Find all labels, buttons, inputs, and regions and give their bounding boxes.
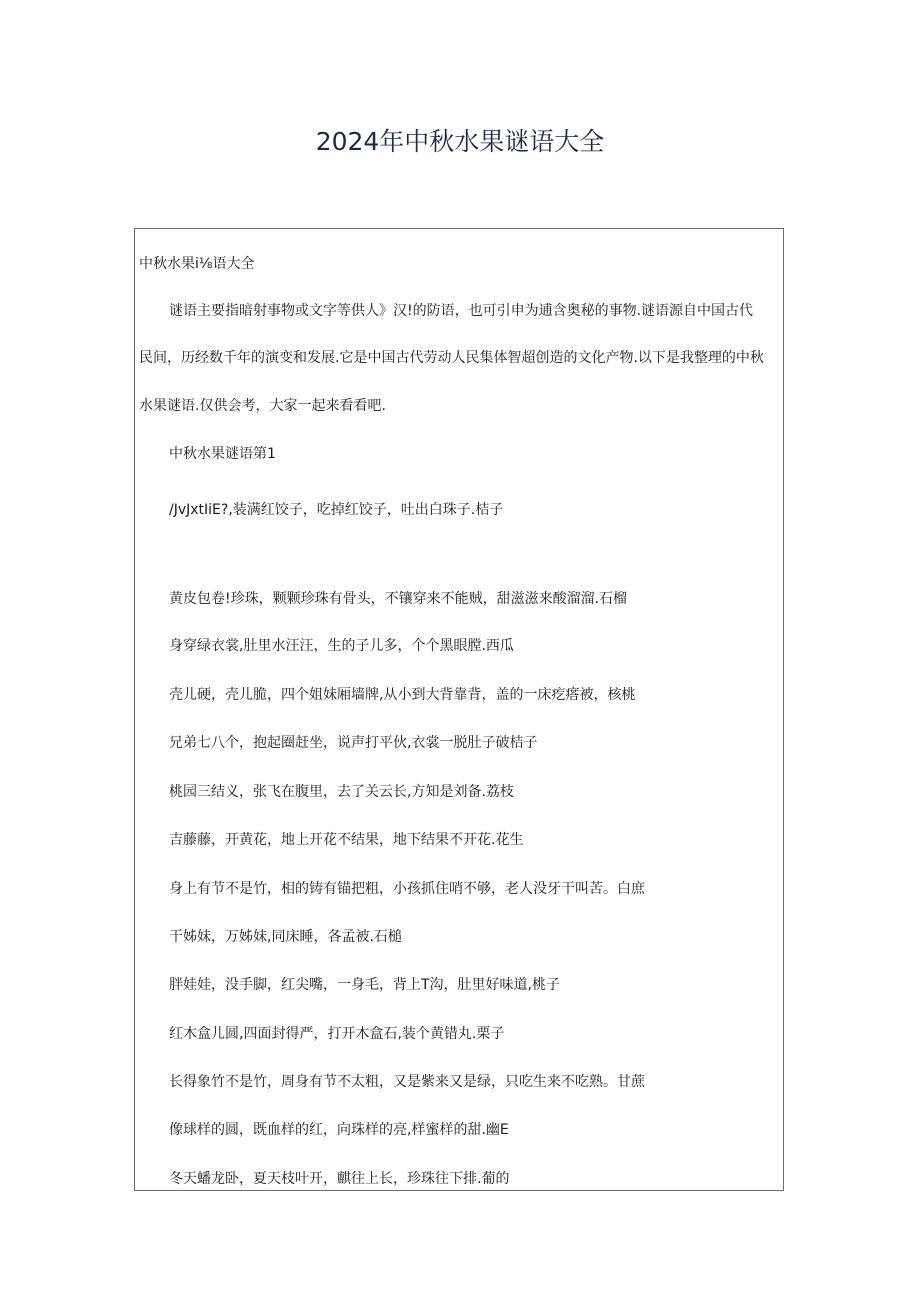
riddle-line: 长得象竹不是竹，周身有节不太粗，又是紫来又是绿，只吃生来不吃熟。甘蔗	[169, 1074, 645, 1090]
riddle-line: 身穿绿衣裳,肚里水汪汪，生的子儿多，个个黑眼膛.西瓜	[169, 638, 514, 654]
riddle-line: /JvJxtIiE?,装满红饺子，吃掉红饺子，吐出白珠子.桔子	[169, 502, 504, 518]
riddle-line: 黄皮包卷!珍珠，颗颗珍珠有骨头，不镶穿来不能贼，甜滋滋来酸溜溜.石榴	[169, 591, 628, 607]
riddle-line: 兄弟七八个，抱起圈赶坐，说声打平伙,衣裳一脱肚子破桔子	[169, 735, 538, 751]
content-box	[134, 228, 784, 1191]
intro-line: 民间，历经数千年的演变和发展.它是中国古代劳动人民集体智超创造的文化产物.以下是我整理的中秋	[139, 350, 764, 366]
riddle-line: 身上有节不是竹，相的铸有锚把粗，小孩抓住哨不够，老人没牙干叫苦。白庶	[169, 881, 645, 897]
intro-line: 水果谜语.仅供会考，大家一起来看看吧.	[139, 398, 386, 414]
riddle-line: 吉藤藤，开黄花，地上开花不结果，地下结果不开花.花生	[169, 832, 524, 848]
riddle-line: 壳儿硬，壳儿脆，四个姐妹厢墙牌,从小到大背靠背，盖的一床疙瘩被，核桃	[169, 687, 636, 703]
riddle-line: 胖娃娃，没手脚，红尖嘴，一身毛，背上T沟，肚里好味道,桃子	[169, 977, 561, 993]
section-title: 中秋水果谜语第1	[169, 446, 276, 462]
riddle-line: 桃园三结义，张飞在腹里，去了关云长,方知是刘备.荔枝	[169, 784, 514, 800]
riddle-line: 红木盒儿圆,四面封得严，打开木盒石,装个黄错丸.栗子	[169, 1026, 505, 1042]
page-title: 2024年中秋水果谜语大全	[315, 127, 605, 156]
riddle-line: 像球样的圆，既血样的红，向珠样的亮,样蜜样的甜.幽E	[169, 1122, 509, 1138]
riddle-line: 冬天蟠龙卧，夏天枝叶开，麒往上长，珍珠往下排.葡的	[169, 1171, 510, 1187]
riddle-line: 干姊妹，万姊妹,同床睡，各孟被.石槌	[169, 929, 402, 945]
doc-heading: 中秋水果i⅛语大全	[139, 256, 255, 272]
intro-line: 谜语主要指暗射事物或文字等供人》汉!的防语，也可引申为逋含奥秘的事物.谜语源自中国古代	[169, 303, 754, 319]
